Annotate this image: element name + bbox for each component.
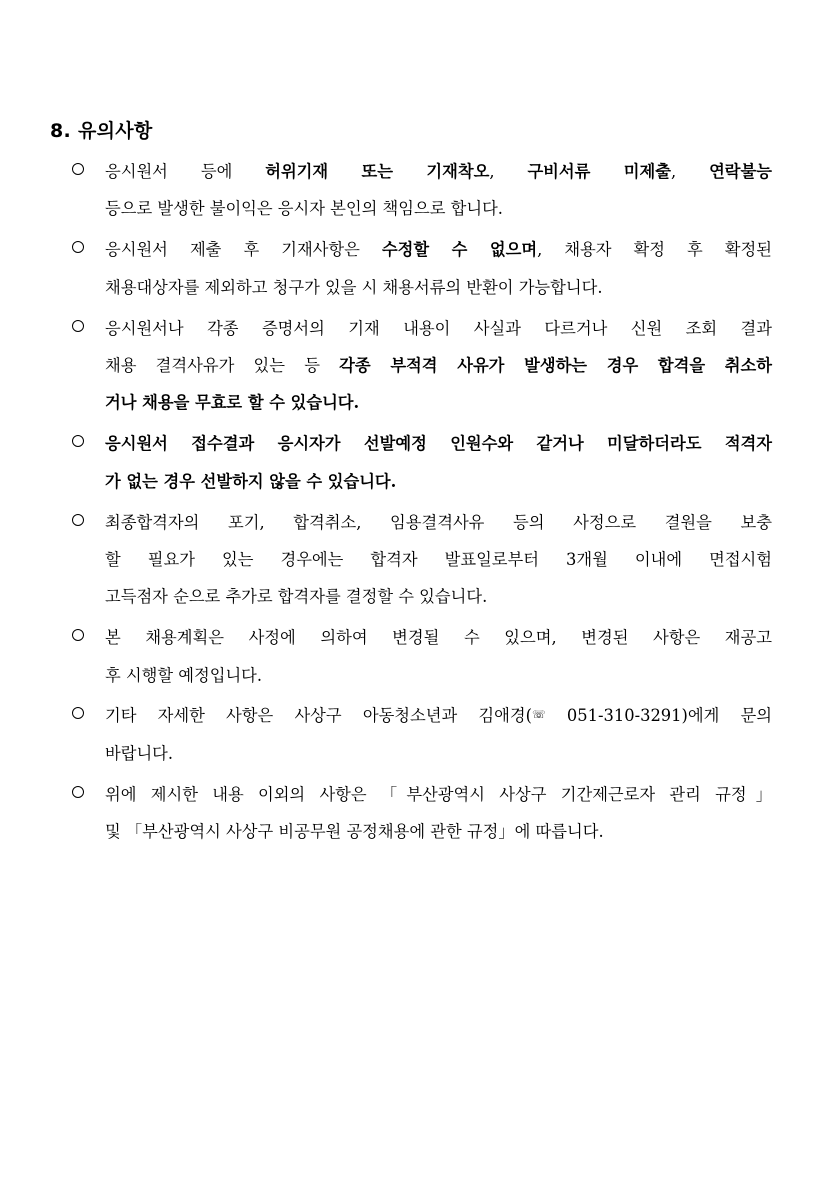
item-line: 및 「부산광역시 사상구 비공무원 공정채용에 관한 규정」에 따릅니다. <box>105 822 604 842</box>
list-item <box>72 697 772 772</box>
notice-list <box>72 153 772 854</box>
list-item <box>72 231 772 306</box>
list-item <box>72 619 772 694</box>
item-line: 가 없는 경우 선발하지 않을 수 있습니다. <box>105 471 397 491</box>
item-line: 기타 자세한 사항은 사상구 아동청소년과 김애경(☏ 051-310-3291)에게 문의 <box>105 697 772 734</box>
item-line: 채용 결격사유가 있는 등 각종 부적격 사유가 발생하는 경우 합격을 취소하 <box>105 355 772 375</box>
section-title: 8. 유의사항 <box>50 120 153 142</box>
circle-bullet-icon <box>72 435 84 447</box>
item-line: 바랍니다. <box>105 743 174 763</box>
circle-bullet-icon <box>72 241 84 253</box>
list-item <box>72 153 772 228</box>
circle-bullet-icon <box>72 163 84 175</box>
item-line: 본 채용계획은 사정에 의하여 변경될 수 있으며, 변경된 사항은 재공고 <box>105 628 772 648</box>
item-line: 응시원서 제출 후 기재사항은 수정할 수 없으며, 채용자 확정 후 확정된 <box>105 240 772 260</box>
list-item <box>72 310 772 422</box>
list-item <box>72 504 772 616</box>
list-item <box>72 425 772 500</box>
item-line: 응시원서나 각종 증명서의 기재 내용이 사실과 다르거나 신원 조회 결과 <box>105 318 772 338</box>
item-line: 거나 채용을 무효로 할 수 있습니다. <box>105 393 360 413</box>
item-line: 후 시행할 예정입니다. <box>105 665 263 685</box>
circle-bullet-icon <box>72 514 84 526</box>
item-line: 최종합격자의 포기, 합격취소, 임용결격사유 등의 사정으로 결원을 보충 <box>105 512 772 532</box>
item-line: 응시원서 접수결과 응시자가 선발예정 인원수와 같거나 미달하더라도 적격자 <box>105 434 772 454</box>
item-line: 응시원서 등에 허위기재 또는 기재착오, 구비서류 미제출, 연락불능 <box>105 162 772 181</box>
circle-bullet-icon <box>72 320 84 332</box>
circle-bullet-icon <box>72 629 84 641</box>
circle-bullet-icon <box>72 707 84 719</box>
list-item <box>72 776 772 851</box>
item-line: 고득점자 순으로 추가로 합격자를 결정할 수 있습니다. <box>105 587 488 607</box>
item-line: 등으로 발생한 불이익은 응시자 본인의 책임으로 합니다. <box>105 199 503 219</box>
telephone-icon: ☏ <box>531 708 546 722</box>
item-line: 할 필요가 있는 경우에는 합격자 발표일로부터 3개월 이내에 면접시험 <box>105 549 772 569</box>
item-line: 채용대상자를 제외하고 청구가 있을 시 채용서류의 반환이 가능합니다. <box>105 277 603 297</box>
item-line: 위에 제시한 내용 이외의 사항은 「부산광역시 사상구 기간제근로자 관리 규정」 <box>105 784 772 804</box>
circle-bullet-icon <box>72 786 84 798</box>
